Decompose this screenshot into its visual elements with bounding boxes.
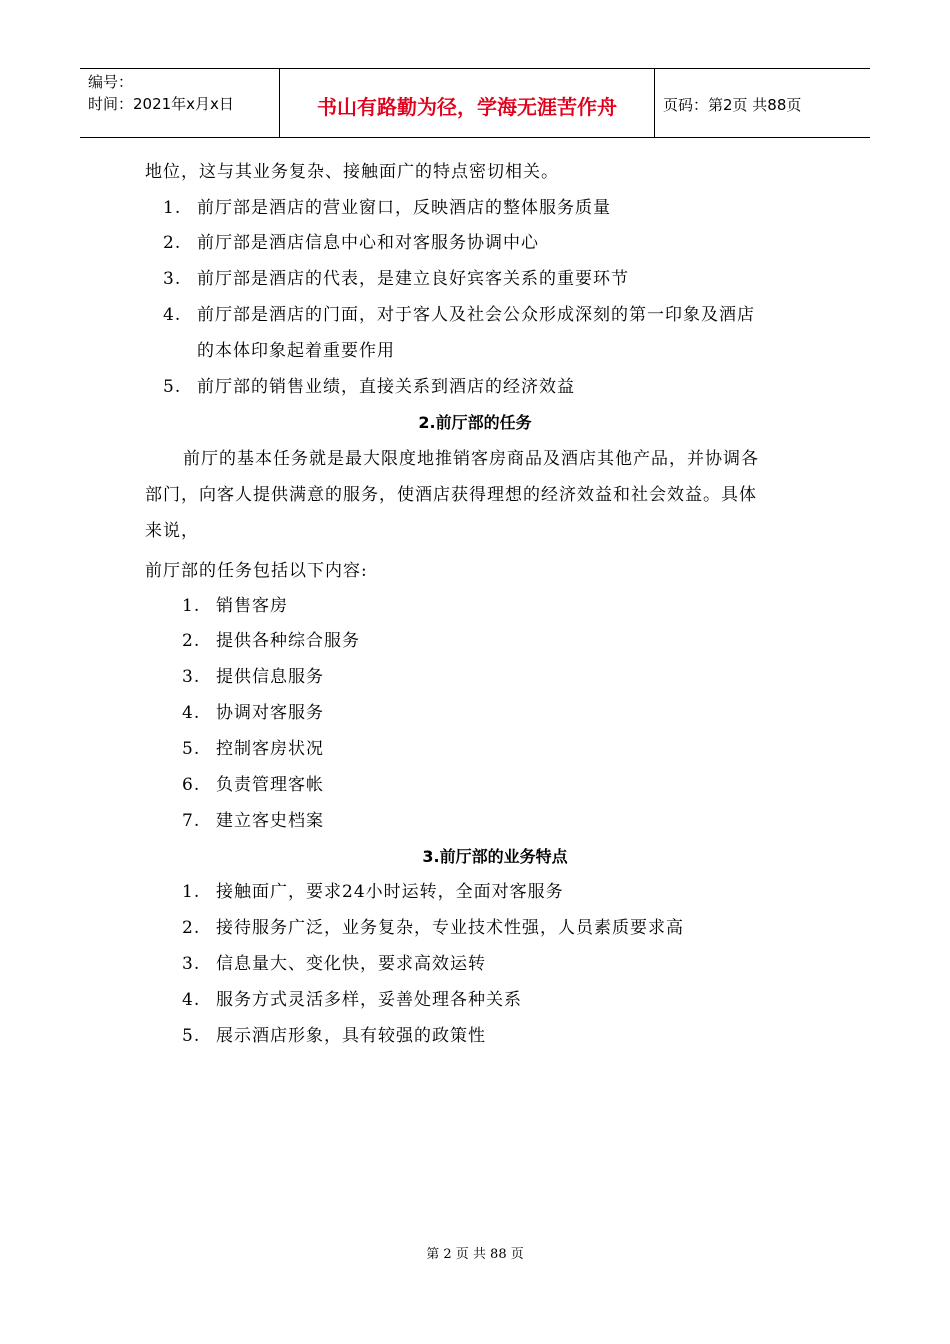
list-number: 4. [182,703,201,723]
list-number: 5. [163,377,182,397]
list-text: 提供信息服务 [216,667,324,687]
list-number: 2. [182,631,201,651]
doc-number-label: 编号： [88,73,134,91]
list-number: 3. [182,667,201,687]
list-text: 建立客史档案 [216,811,324,831]
paragraph-line: 前厅部的任务包括以下内容: [145,561,368,581]
page-header [80,68,870,138]
list-item-continuation [163,339,395,363]
list-number: 1. [163,198,182,218]
list-number: 5. [182,739,201,759]
paragraph-line: 来说， [145,521,199,541]
list-text: 服务方式灵活多样，妥善处理各种关系 [216,990,522,1010]
list-number: 4. [182,990,201,1010]
section-heading: 3.前厅部的业务特点 [422,847,568,866]
list-item [182,880,564,904]
paragraph-line: 前厅的基本任务就是最大限度地推销客房商品及酒店其他产品，并协调各 [183,449,759,469]
list-item [163,196,611,220]
list-item [163,303,755,327]
page-footer: 第 2 页 共 88 页 [426,1247,524,1262]
list-item [182,629,360,653]
list-text: 接触面广，要求24小时运转，全面对客服务 [216,882,564,902]
time-label: 时间：2021年x月x日 [88,95,234,113]
list-text: 协调对客服务 [216,703,324,723]
list-number: 1. [182,882,201,902]
list-number: 5. [182,1026,201,1046]
section-heading: 2.前厅部的任务 [418,413,532,432]
list-item [182,809,324,833]
list-text: 前厅部是酒店的营业窗口，反映酒店的整体服务质量 [197,198,611,218]
list-text: 负责管理客帐 [216,775,324,795]
header-motto: 书山有路勤为径，学海无涯苦作舟 [280,69,655,137]
list-number: 1. [182,596,201,616]
list-item [182,701,324,725]
list-text: 前厅部的销售业绩，直接关系到酒店的经济效益 [197,377,575,397]
list-number: 3. [182,954,201,974]
header-page-info: 页码：第2页 共88页 [663,95,802,114]
list-text: 的本体印象起着重要作用 [197,341,395,361]
list-text: 接待服务广泛，业务复杂，专业技术性强，人员素质要求高 [216,918,684,938]
list-item [182,952,486,976]
list-item [182,988,522,1012]
intro-tail: 地位，这与其业务复杂、接触面广的特点密切相关。 [145,162,559,182]
list-text: 信息量大、变化快，要求高效运转 [216,954,486,974]
list-number: 3. [163,269,182,289]
list-text: 控制客房状况 [216,739,324,759]
list-item [182,665,324,689]
list-item [182,916,684,940]
list-number: 7. [182,811,201,831]
list-text: 销售客房 [216,596,288,616]
list-text: 前厅部是酒店信息中心和对客服务协调中心 [197,233,539,253]
list-text: 展示酒店形象，具有较强的政策性 [216,1026,486,1046]
list-text: 前厅部是酒店的代表，是建立良好宾客关系的重要环节 [197,269,629,289]
list-number: 2. [163,233,182,253]
list-item [182,737,324,761]
list-number: 4. [163,305,182,325]
list-text: 提供各种综合服务 [216,631,360,651]
header-meta [80,69,280,137]
list-text: 前厅部是酒店的门面，对于客人及社会公众形成深刻的第一印象及酒店 [197,305,755,325]
list-item [182,1024,486,1048]
list-item [182,773,324,797]
list-item [163,231,539,255]
list-item [182,594,288,618]
list-number: 6. [182,775,201,795]
list-item [163,267,629,291]
list-item [163,375,575,399]
paragraph-line: 部门，向客人提供满意的服务，使酒店获得理想的经济效益和社会效益。具体 [145,485,757,505]
list-number: 2. [182,918,201,938]
